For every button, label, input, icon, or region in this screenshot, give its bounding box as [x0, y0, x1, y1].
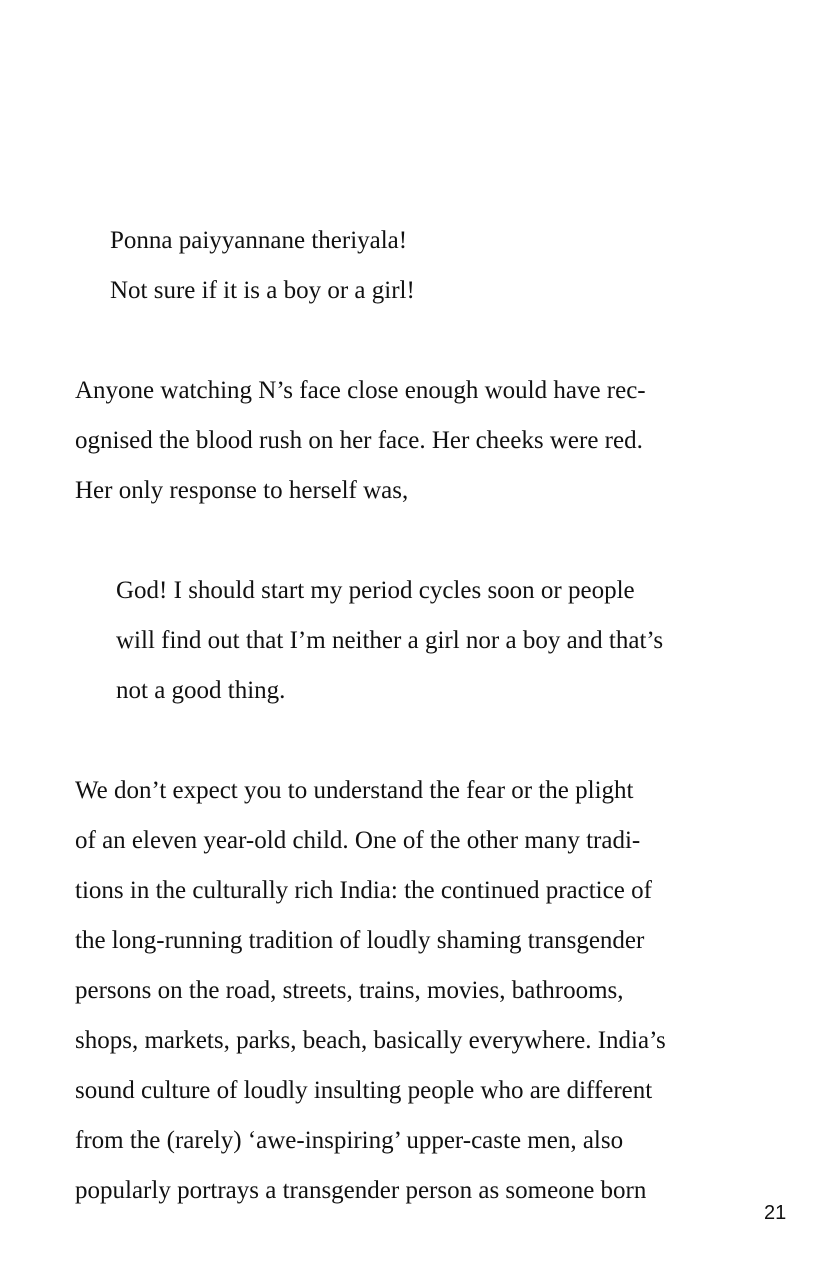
paragraph-line: tions in the culturally rich India: the continued practice of: [75, 877, 652, 904]
paragraph-line: persons on the road, streets, trains, movies, bathrooms,: [75, 977, 624, 1004]
paragraph-line: We don’t expect you to understand the fear or the plight: [75, 777, 634, 804]
paragraph-line: shops, markets, parks, beach, basically everywhere. India’s: [75, 1027, 666, 1054]
paragraph-line: Her only response to herself was,: [75, 477, 409, 504]
paragraph-line: of an eleven year-old child. One of the other many tradi-: [75, 827, 641, 854]
verse-line: Ponna paiyyannane theriyala!: [110, 227, 408, 254]
quote-line: will find out that I’m neither a girl nor a boy and that’s: [116, 627, 664, 654]
paragraph-line: Anyone watching N’s face close enough would have rec-: [75, 377, 646, 404]
paragraph-line: popularly portrays a transgender person as someone born: [75, 1177, 647, 1204]
quote-line: God! I should start my period cycles soon or people: [116, 577, 635, 604]
page-number: 21: [764, 1202, 787, 1224]
paragraph-line: the long-running tradition of loudly shaming transgender: [75, 927, 645, 954]
paragraph-line: sound culture of loudly insulting people who are different: [75, 1077, 653, 1104]
paragraph-line: ognised the blood rush on her face. Her cheeks were red.: [75, 427, 643, 454]
paragraph-line: from the (rarely) ‘awe-inspiring’ upper-caste men, also: [75, 1127, 624, 1154]
verse-line: Not sure if it is a boy or a girl!: [110, 277, 415, 304]
quote-line: not a good thing.: [116, 677, 286, 704]
